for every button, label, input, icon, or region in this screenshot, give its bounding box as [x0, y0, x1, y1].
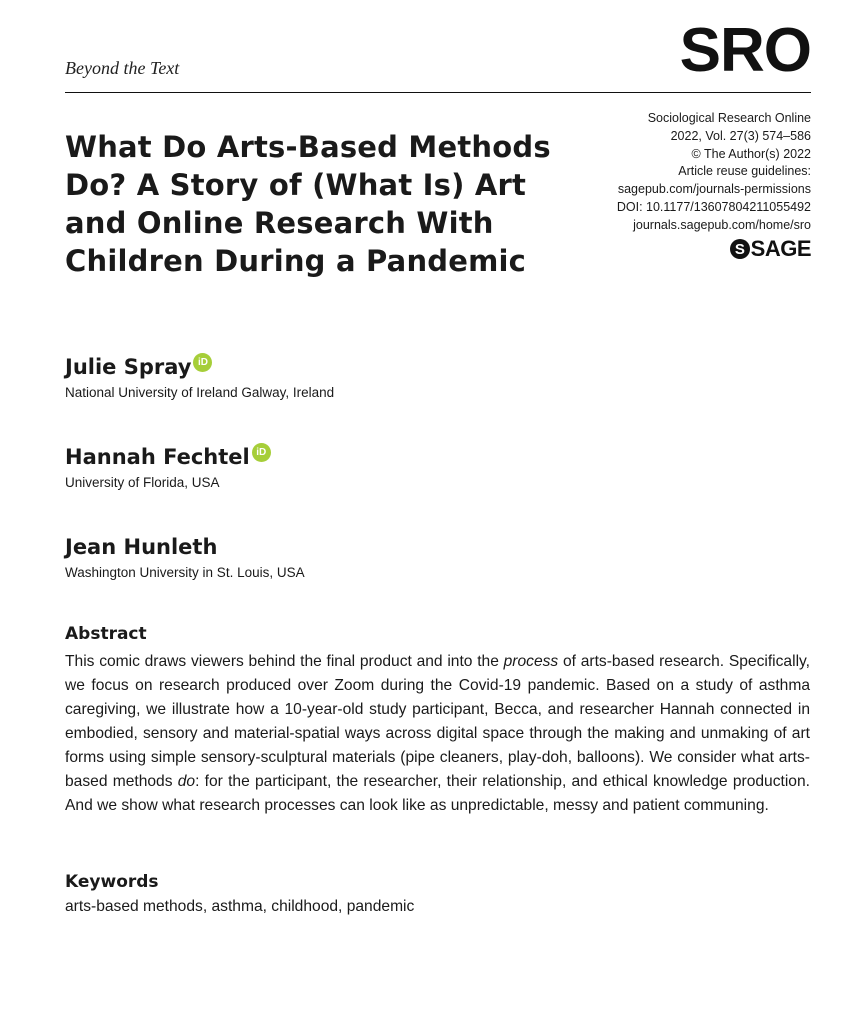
permissions-link[interactable]: sagepub.com/journals-permissions: [617, 182, 811, 197]
author-name: Hannah Fechtel: [65, 445, 250, 469]
journal-name: Sociological Research Online: [647, 111, 811, 125]
abstract-emphasis: do: [177, 773, 196, 790]
publication-info: [491, 110, 811, 235]
journal-link[interactable]: journals.sagepub.com/home/sro: [633, 217, 811, 232]
author-block: [65, 445, 271, 490]
reuse-label: Article reuse guidelines:: [678, 164, 811, 179]
author-affiliation: Washington University in St. Louis, USA: [65, 565, 305, 580]
abstract-emphasis: process: [503, 653, 559, 670]
doi[interactable]: DOI: 10.1177/13607804211055492: [616, 199, 811, 214]
section-label: Beyond the Text: [65, 58, 180, 78]
volume-info: 2022, Vol. 27(3) 574–586: [670, 128, 811, 143]
header-rule: [65, 92, 811, 93]
abstract-text-part: of arts-based research. Specifically, we focus on research produced over Zoom during the Covid-19 pandemic. Based on a study of asthma caregiving, we illustrate how a 10-year-old study participant, Becca, and researcher Hannah connected in embodied, sensory and material-spatial ways across digital space through the making and unmaking of art forms using simple sensory-sculptural materials (pipe cleaners, play-doh, balloons). We consider what arts-based methods: [65, 653, 811, 790]
keywords-text: arts-based methods, asthma, childhood, pandemic: [65, 898, 415, 915]
author-name: Jean Hunleth: [65, 535, 218, 559]
publisher-logo: [730, 236, 811, 262]
keywords-heading: Keywords: [65, 872, 159, 892]
author-name: Julie Spray: [65, 355, 192, 379]
copyright: © The Author(s) 2022: [691, 146, 811, 161]
publisher-logo-text: SAGE: [750, 236, 811, 261]
journal-logo: SRO: [679, 16, 811, 85]
abstract-heading: Abstract: [65, 624, 147, 644]
article-title: What Do Arts-Based Methods Do? A Story of (What Is) Art and Online Research With Children During a Pandemic: [65, 130, 551, 278]
abstract-text-part: : for the participant, the researcher, their relationship, and ethical knowledge production. And we show what research processes can look like as unpredictable, messy and patient communing.: [65, 773, 810, 814]
orcid-icon[interactable]: iD: [252, 443, 271, 462]
author-block: [65, 535, 305, 580]
author-affiliation: National University of Ireland Galway, Ireland: [65, 385, 335, 400]
abstract-text: [65, 650, 810, 818]
author-block: [65, 355, 334, 400]
sage-mark-icon: S: [730, 239, 750, 259]
abstract-text-part: This comic draws viewers behind the final product and into the: [65, 653, 504, 670]
author-affiliation: University of Florida, USA: [65, 475, 220, 490]
orcid-icon[interactable]: iD: [193, 353, 212, 372]
